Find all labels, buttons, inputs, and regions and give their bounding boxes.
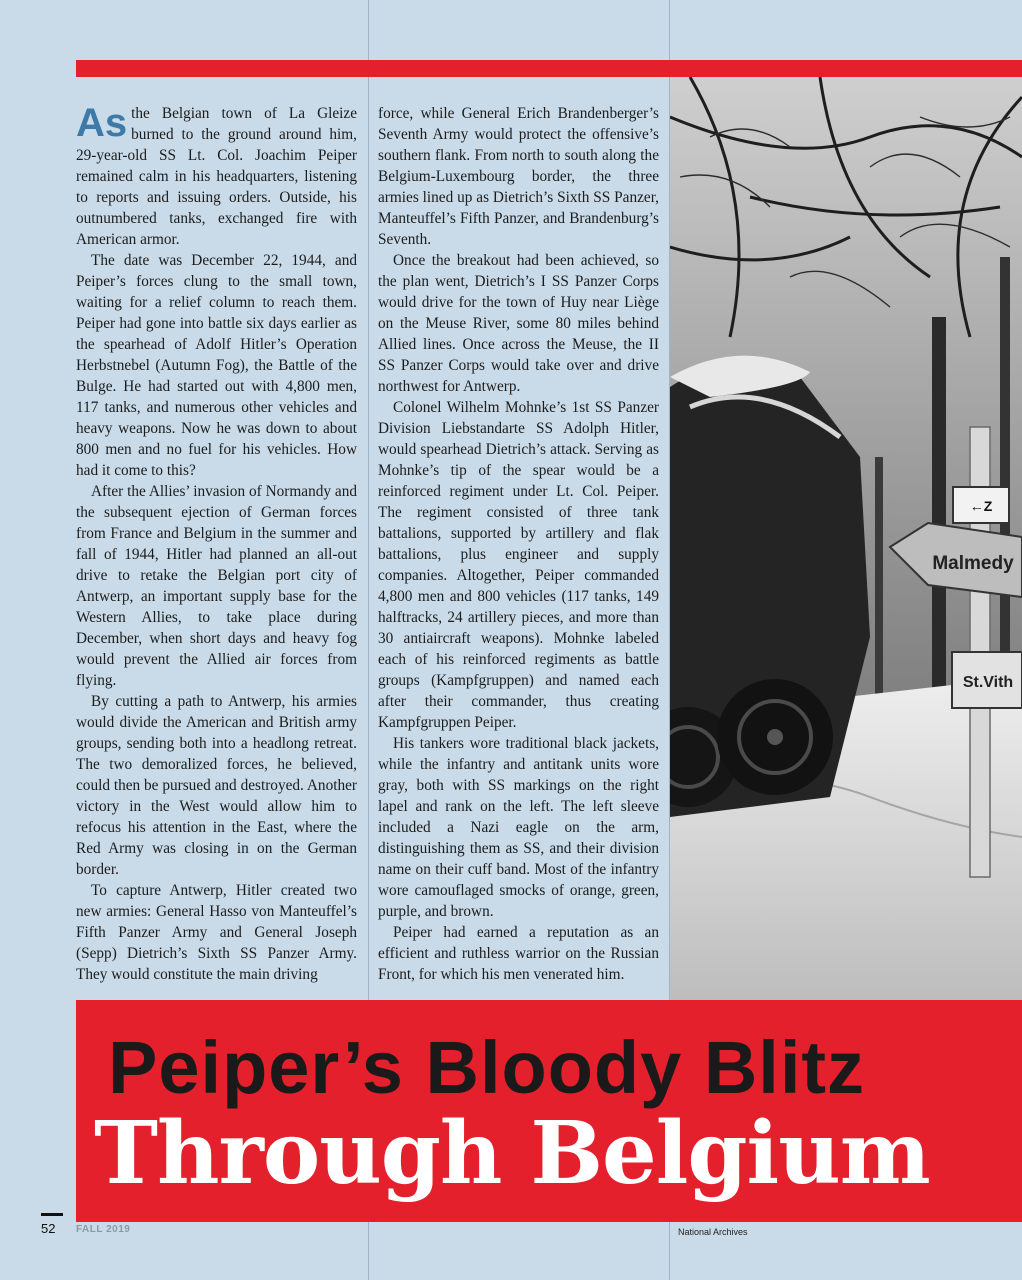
top-red-bar [76, 60, 1022, 77]
paragraph: To capture Antwerp, Hitler created two new armies: General Hasso von Manteuffel’s Fifth Panzer Army and General Joseph (Sepp) Dietrich’s Sixth SS Panzer Army. They would constitute the main driving [76, 882, 357, 983]
sign-text-z: ←Z [969, 498, 993, 514]
article-column-1 [76, 103, 357, 985]
paragraph: force, while General Erich Brandenberger’s Seventh Army would protect the offensive’s southern flank. From north to south along the Belgium-Luxembourg border, the three armies lined up as Dietrich’s Sixth SS Panzer, Manteuffel’s Fifth Panzer, and Brandenburg’s Seventh. [378, 105, 659, 248]
headline-line-2: Through Belgium [94, 1103, 930, 1204]
paragraph: His tankers wore traditional black jackets, while the infantry and antitank units wore gray, both with SS markings on the right lapel and rank on the left. The left sleeve included a Nazi eagle on the arm, distinguishing them as SS, and their division name on their cuff band. Most of the infantry wore camouflaged smocks of orange, green, purple, and brown. [378, 735, 659, 920]
paragraph: As the Belgian town of La Gleize burned to the ground around him, 29-year-old SS Lt. Col. Joachim Peiper remained calm in his headquarters, listening to reports and issuing orders. Outside, his outnumbered tanks, exchanged fire with American armor. [76, 101, 357, 248]
sign-text-malmedy: Malmedy [932, 553, 1014, 574]
drop-cap: As [76, 101, 128, 145]
paragraph: Peiper had earned a reputation as an efficient and ruthless warrior on the Russian Front, for which his men venerated him. [378, 924, 659, 983]
photo-credit: National Archives [678, 1227, 748, 1237]
paragraph: The date was December 22, 1944, and Peiper’s forces clung to the small town, waiting for a relief column to reach them. Peiper had gone into battle six days earlier as the spearhead of Adolf Hitler’s Operation Herbstnebel (Autumn Fog), the Battle of the Bulge. He had started out with 4,800 men, 117 tanks, and numerous other vehicles and heavy weapons. Now he was down to about 800 men and no fuel for his vehicles. How had it come to this? [76, 252, 357, 479]
sign-text-st-vith: St.Vith [962, 674, 1014, 691]
paragraph: After the Allies’ invasion of Normandy and the subsequent ejection of German forces from France and Belgium in the summer and fall of 1944, Hitler had planned an all-out drive to retake the Belgian port city of Antwerp, an important supply base for the Western Allies, to take place during December, when short days and heavy fog would prevent the Allied air forces from flying. [76, 483, 357, 689]
paragraph: Colonel Wilhelm Mohnke’s 1st SS Panzer Division Liebstandarte SS Adolph Hitler, would spearhead Dietrich’s attack. Serving as Mohnke’s tip of the spear would be a reinforced regiment under Lt. Col. Peiper. The regiment consisted of three tank battalions, supported by artillery and flak battalions, plus engineer and supply companies. Altogether, Peiper commanded 4,800 men and 800 vehicles (117 tanks, 149 halftracks, 24 artillery pieces, and more than 30 antiaircraft weapons). Mohnke labeled each of his reinforced regiments as battle groups (Kampfgruppen) and named each after their commander, thus creating Kampfgruppen Peiper. [378, 399, 659, 731]
headline-line-1: Peiper’s Bloody Blitz [108, 1026, 866, 1109]
article-column-2 [378, 103, 659, 985]
headline-banner [76, 1000, 1022, 1222]
halftrack-photo [670, 77, 1022, 1000]
paragraph: By cutting a path to Antwerp, his armies would divide the American and British army groups, sending both into a headlong retreat. The two demoralized forces, he believed, could then be pursued and destroyed. Another victory in the West would allow him to refocus his attention in the East, where the Red Army was closing in on the German border. [76, 693, 357, 878]
issue-label: FALL 2019 [76, 1224, 131, 1235]
paragraph: Once the breakout had been achieved, so the plan went, Dietrich’s I SS Panzer Corps would drive for the town of Huy near Liège on the Meuse River, some 80 miles behind Allied lines. Once across the Meuse, the II SS Panzer Corps would take over and drive northwest for Antwerp. [378, 252, 659, 395]
page-number: 52 [41, 1221, 56, 1236]
page-number-rule [41, 1213, 63, 1216]
